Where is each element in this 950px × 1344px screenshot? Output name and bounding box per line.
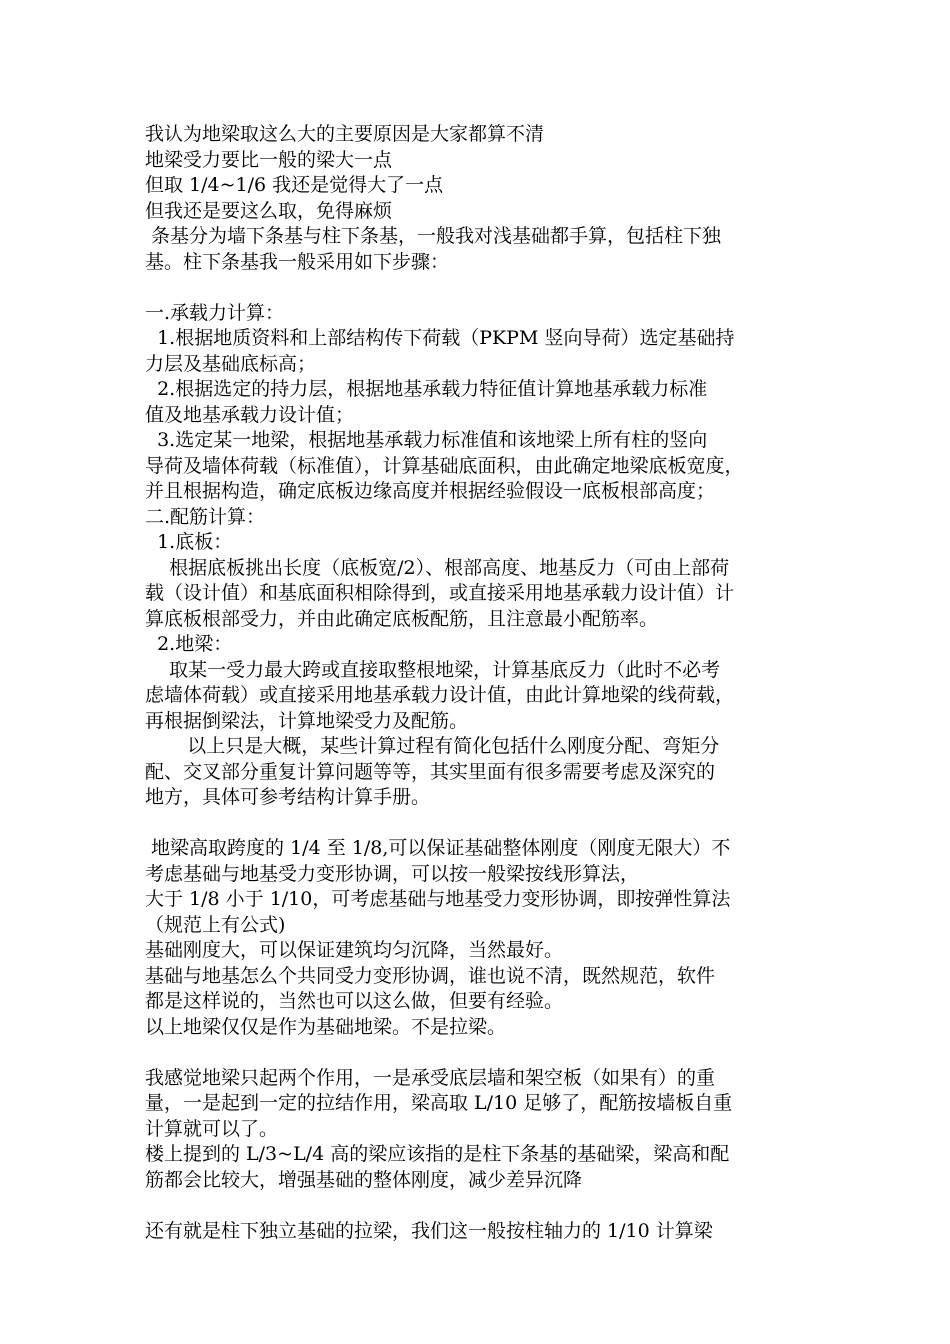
text-line: 值及地基承载力设计值； <box>145 403 355 426</box>
document-body <box>145 122 815 1244</box>
text-line: 二.配筋计算： <box>145 505 266 528</box>
text-line: 1.根据地质资料和上部结构传下荷载（PKPM 竖向导荷）选定基础持 <box>145 327 735 349</box>
text-line: 以上地梁仅仅是作为基础地梁。不是拉梁。 <box>145 1015 507 1038</box>
blank-line <box>145 1040 815 1066</box>
text-line: 虑墙体荷载）或直接采用地基承载力设计值，由此计算地梁的线荷载， <box>145 684 735 706</box>
text-line: 地方，具体可参考结构计算手册。 <box>145 786 431 808</box>
text-line: 大于 1/8 小于 1/10，可考虑基础与地基受力变形协调，即按弹性算法 <box>145 888 731 910</box>
text-line: 还有就是柱下独立基础的拉梁，我们这一般按柱轴力的 1/10 计算梁 <box>145 1219 713 1242</box>
text-line: 载（设计值）和基底面积相除得到，或直接采用地基承载力设计值）计 <box>145 582 735 604</box>
text-line: 2.根据选定的持力层，根据地基承载力特征值计算地基承载力标准 <box>145 378 708 400</box>
text-line: 根据底板挑出长度（底板宽/2）、根部高度、地基反力（可由上部荷 <box>145 556 730 579</box>
text-line: 量，一是起到一定的拉结作用，梁高取 L/10 足够了，配筋按墙板自重 <box>145 1092 733 1114</box>
text-line: 并且根据构造，确定底板边缘高度并根据经验假设一底板根部高度； <box>145 480 716 502</box>
text-line: 一.承载力计算： <box>145 301 285 324</box>
text-line: 都是这样说的，当然也可以这么做，但要有经验。 <box>145 990 564 1012</box>
text-line: （规范上有公式) <box>145 913 286 936</box>
text-line: 3.选定某一地梁，根据地基承载力标准值和该地梁上所有柱的竖向 <box>145 429 708 451</box>
text-line: 但取 1/4~1/6 我还是觉得大了一点 <box>145 174 444 196</box>
text-line: 基础与地基怎么个共同受力变形协调，谁也说不清，既然规范，软件 <box>145 964 716 987</box>
text-line: 地梁受力要比一般的梁大一点 <box>145 148 393 171</box>
text-line: 基。柱下条基我一般采用如下步骤： <box>145 250 450 273</box>
text-line: 我认为地梁取这么大的主要原因是大家都算不清 <box>145 123 545 145</box>
text-line: 取某一受力最大跨或直接取整根地梁，计算基底反力（此时不必考 <box>145 658 721 681</box>
text-line: 考虑基础与地基受力变形协调，可以按一般梁按线形算法， <box>145 862 640 885</box>
blank-line <box>145 811 815 837</box>
text-line: 我感觉地梁只起两个作用，一是承受底层墙和架空板（如果有）的重 <box>145 1066 716 1089</box>
text-line: 但我还是要这么取，免得麻烦 <box>145 199 393 222</box>
text-line: 计算就可以了。 <box>145 1117 279 1140</box>
text-line: 基础刚度大，可以保证建筑均匀沉降，当然最好。 <box>145 939 564 961</box>
text-line: 算底板根部受力，并由此确定底板配筋，且注意最小配筋率。 <box>145 607 659 630</box>
text-line: 楼上提到的 L/3~L/4 高的梁应该指的是柱下条基的基础梁，梁高和配 <box>145 1143 730 1165</box>
text-line: 配、交叉部分重复计算问题等等，其实里面有很多需要考虑及深究的 <box>145 760 716 783</box>
text-line: 再根据倒梁法，计算地梁受力及配筋。 <box>145 709 469 732</box>
text-line: 导荷及墙体荷载（标准值），计算基础底面积，由此确定地梁底板宽度， <box>145 454 744 477</box>
text-line: 地梁高取跨度的 1/4 至 1/8,可以保证基础整体刚度（刚度无限大）不 <box>145 837 731 859</box>
text-line: 条基分为墙下条基与柱下条基，一般我对浅基础都手算，包括柱下独 <box>145 225 722 247</box>
blank-line <box>145 275 815 301</box>
text-line: 1.底板： <box>145 531 233 553</box>
text-line: 力层及基础底标高； <box>145 352 317 375</box>
blank-line <box>145 1193 815 1219</box>
text-line: 筋都会比较大，增强基础的整体刚度，减少差异沉降 <box>145 1168 583 1191</box>
text-line: 2.地梁： <box>145 633 233 655</box>
text-line: 以上只是大概，某些计算过程有简化包括什么刚度分配、弯矩分 <box>145 735 720 757</box>
